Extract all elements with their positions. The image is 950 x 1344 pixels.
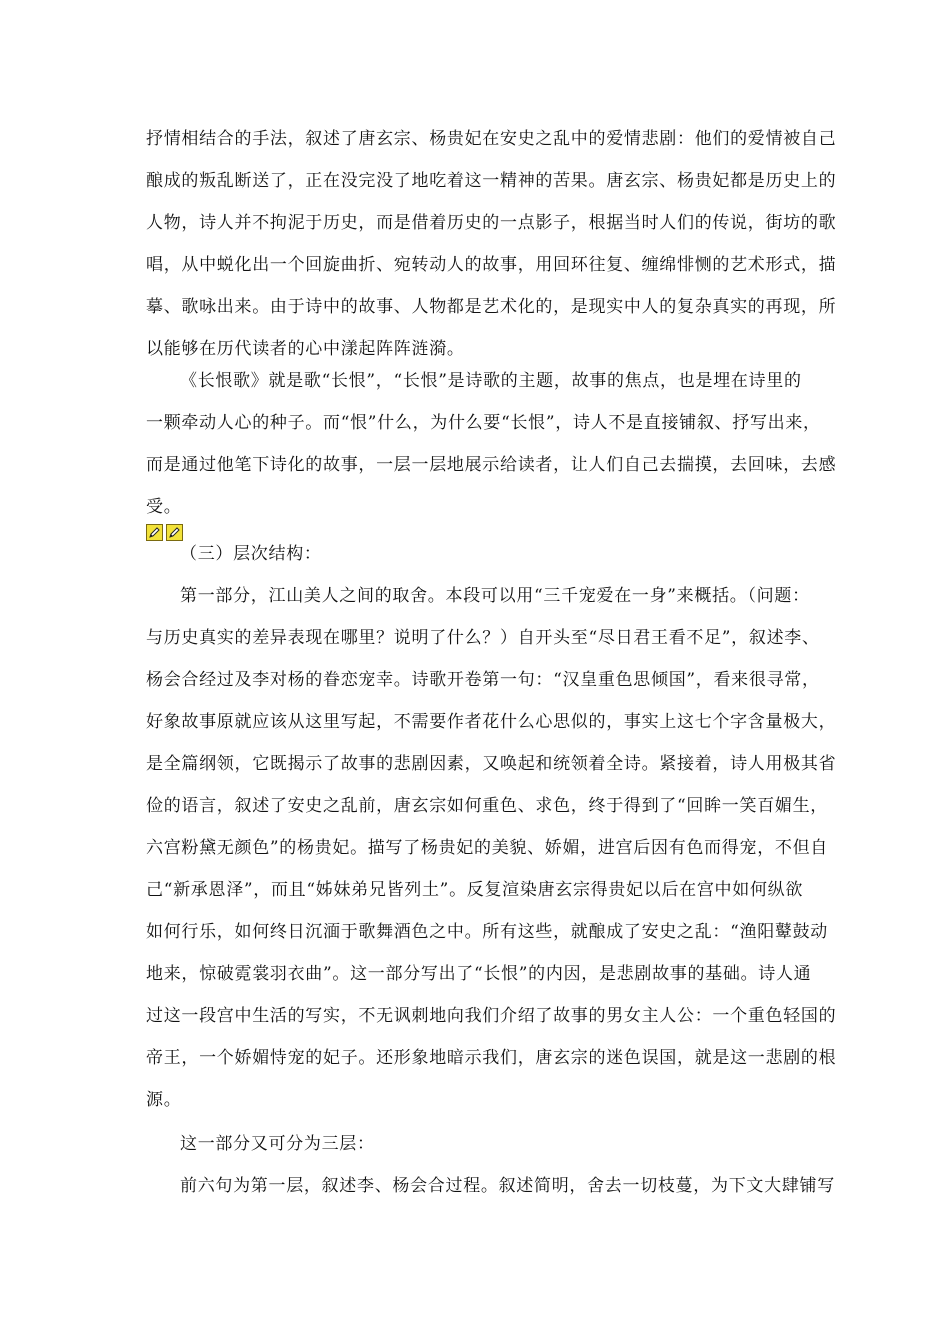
text-line: 唱，从中蜕化出一个回旋曲折、宛转动人的故事，用回环往复、缠绵悱恻的艺术形式，描 (146, 255, 837, 275)
paragraph-first-layer (146, 1165, 835, 1207)
text-line: 地来，惊破霓裳羽衣曲”。这一部分写出了“长恨”的内因，是悲剧故事的基础。诗人通 (146, 964, 812, 984)
text-line: 如何行乐，如何终日沉湎于歌舞酒色之中。所有这些，就酿成了安史之乱：“渔阳鼙鼓动 (146, 922, 828, 942)
text-line: 与历史真实的差异表现在哪里？说明了什么？）自开头至“尽日君王看不足”，叙述李、 (146, 628, 820, 648)
text-line: 杨会合经过及李对杨的眷恋宠幸。诗歌开卷第一句：“汉皇重色思倾国”，看来很寻常， (146, 670, 820, 690)
text-line: 六宫粉黛无颜色”的杨贵妃。描写了杨贵妃的美貌、娇媚，进宫后因有色而得宠，不但自 (146, 838, 828, 858)
section-heading: （三）层次结构： (180, 544, 322, 564)
text-line: 以能够在历代读者的心中漾起阵阵涟漪。 (146, 339, 465, 359)
annotation-icons (146, 524, 183, 542)
paragraph-layers (146, 1123, 806, 1165)
text-line: 酿成的叛乱断送了，正在没完没了地吃着这一精神的苦果。唐玄宗、杨贵妃都是历史上的 (146, 171, 837, 191)
paragraph-background (146, 118, 837, 370)
text-line: 是全篇纲领，它既揭示了故事的悲剧因素，又唤起和统领着全诗。紧接着，诗人用极其省 (146, 754, 837, 774)
text-line: 帝王，一个娇媚恃宠的妃子。还形象地暗示我们，唐玄宗的迷色误国，就是这一悲剧的根 (146, 1048, 837, 1068)
text-line: 源。 (146, 1090, 182, 1110)
text-line: 俭的语言，叙述了安史之乱前，唐玄宗如何重色、求色，终于得到了“回眸一笑百媚生， (146, 796, 828, 816)
paragraph-part-one (146, 575, 837, 1121)
paragraph-theme (146, 360, 837, 528)
pencil-icon[interactable] (146, 524, 163, 541)
text-line: 《长恨歌》就是歌“长恨”，“长恨”是诗歌的主题，故事的焦点，也是埋在诗里的 (180, 371, 802, 391)
text-line: 受。 (146, 497, 182, 517)
text-line: 人物，诗人并不拘泥于历史，而是借着历史的一点影子，根据当时人们的传说，街坊的歌 (146, 213, 837, 233)
text-line: 一颗牵动人心的种子。而“恨”什么，为什么要“长恨”，诗人不是直接铺叙、抒写出来， (146, 413, 821, 433)
text-line: 抒情相结合的手法，叙述了唐玄宗、杨贵妃在安史之乱中的爱情悲剧：他们的爱情被自己 (146, 129, 837, 149)
text-line: 这一部分又可分为三层： (180, 1134, 375, 1154)
text-line: 己“新承恩泽”，而且“姊妹弟兄皆列土”。反复渲染唐玄宗得贵妃以后在宫中如何纵欲 (146, 880, 804, 900)
text-line: 前六句为第一层，叙述李、杨会合过程。叙述简明，舍去一切枝蔓，为下文大肆铺写 (180, 1176, 835, 1196)
text-line: 过这一段宫中生活的写实，不无讽刺地向我们介绍了故事的男女主人公：一个重色轻国的 (146, 1006, 837, 1026)
text-line: 好象故事原就应该从这里写起，不需要作者花什么心思似的，事实上这七个字含量极大， (146, 712, 837, 732)
text-line: 而是通过他笔下诗化的故事，一层一层地展示给读者，让人们自己去揣摸，去回味，去感 (146, 455, 837, 475)
text-line: 摹、歌咏出来。由于诗中的故事、人物都是艺术化的，是现实中人的复杂真实的再现，所 (146, 297, 837, 317)
text-line: 第一部分，江山美人之间的取舍。本段可以用“三千宠爱在一身”来概括。（问题： (180, 586, 810, 606)
